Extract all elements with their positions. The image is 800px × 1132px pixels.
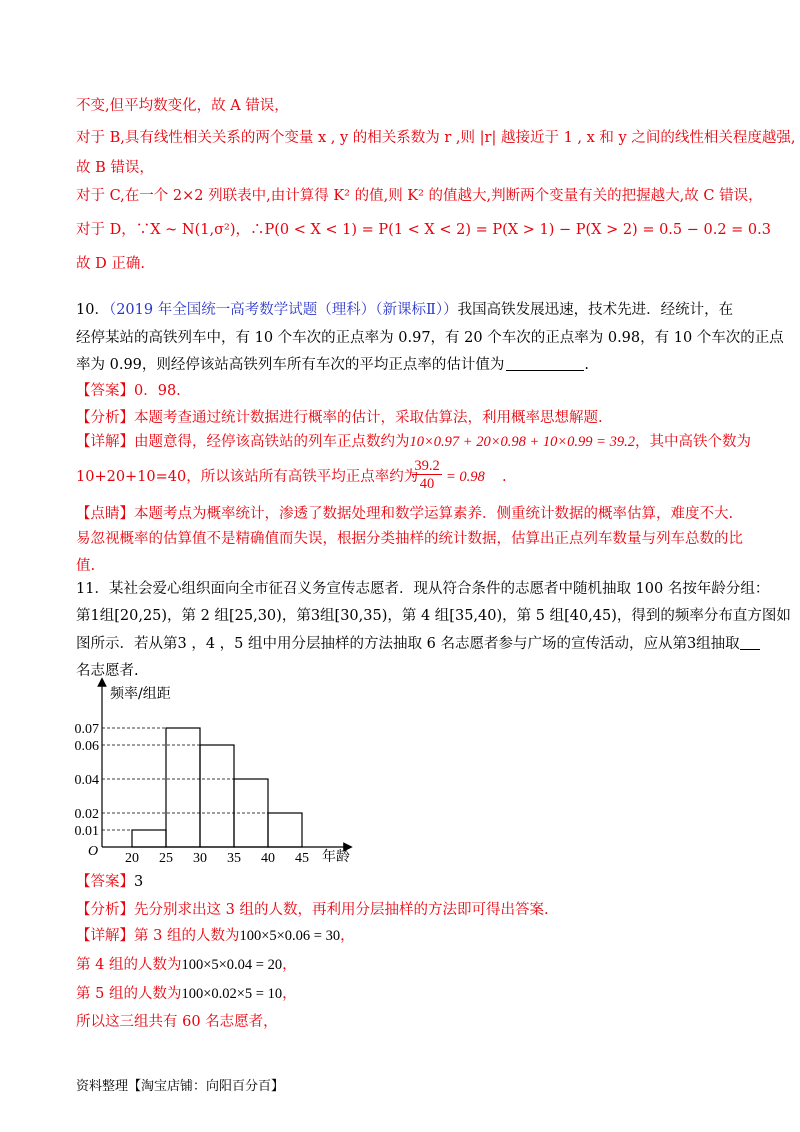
answer-tag: 【答案】 xyxy=(76,874,134,890)
q10-analysis xyxy=(76,408,603,428)
y-tick-label: 0.04 xyxy=(74,773,99,788)
q10-answer xyxy=(76,381,181,401)
sol9-line2: 对于 B,具有线性相关关系的两个变量 x , y 的相关系数为 r ,则 |r| 越接近于 1 , x 和 y 之间的线性相关程度越强, xyxy=(76,130,796,146)
q10-line1 xyxy=(76,300,733,320)
answer-value: 3 xyxy=(134,874,144,890)
origin-label: O xyxy=(88,844,99,859)
detail-formula: 100×0.02×5 = 10 xyxy=(181,986,283,1002)
detail-text: ， xyxy=(282,986,297,1002)
page-footer: 资料整理【淘宝店铺：向阳百分百】 xyxy=(76,1079,285,1094)
q10-source: （2019 年全国统一高考数学试题（理科）（新课标Ⅱ）） xyxy=(108,302,458,318)
analysis-tag: 【分析】 xyxy=(76,902,134,918)
q11-line4: 名志愿者. xyxy=(76,663,139,679)
frequency-histogram xyxy=(72,676,372,866)
x-tick-label: 20 xyxy=(125,851,139,866)
sol9-line6: 故 D 正确. xyxy=(76,256,145,272)
histogram-bar xyxy=(166,728,200,847)
answer-tag: 【答案】 xyxy=(76,383,134,399)
sol9-line4: 对于 C,在一个 2×2 列联表中,由计算得 K² 的值,则 K² 的值越大,判断两个变量有关的把握越大,故 C 错误， xyxy=(76,188,763,204)
analysis-text: 本题考查通过统计数据进行概率的估计，采取估算法，利用概率思想解题. xyxy=(134,410,603,426)
fraction-denominator: 40 xyxy=(419,476,435,492)
q10-line3 xyxy=(76,355,589,375)
q11-detail3 xyxy=(76,984,297,1004)
histogram-bar xyxy=(268,813,302,847)
q11-detail2 xyxy=(76,955,297,975)
detail-tag: 【详解】 xyxy=(76,928,134,944)
histogram-bar xyxy=(200,745,234,847)
y-tick-label: 0.01 xyxy=(74,824,99,839)
detail-text: ， xyxy=(340,928,355,944)
fraction xyxy=(412,458,442,493)
q11-detail1 xyxy=(76,926,355,946)
detail-text: 第 3 组的人数为 xyxy=(134,928,240,944)
q10-line2: 经停某站的高铁列车中，有 10 个车次的正点率为 0.97，有 20 个车次的正点率为 0.98，有 10 个车次的正点 xyxy=(76,330,784,346)
detail-text: ， xyxy=(282,957,297,973)
q10-period: . xyxy=(584,357,590,373)
detail-text: 由题意得，经停该高铁站的列车正点数约为 xyxy=(134,434,410,450)
detail-formula: = 0.98 xyxy=(446,469,485,485)
sol9-line5: 对于 D，∵X ~ N(1,σ²)，∴P(0 < X < 1) = P(1 < X < 2) = P(X > 1) − P(X > 2) = 0.5 − 0.2 = 0.3 xyxy=(76,222,771,238)
y-axis-label: 频率/组距 xyxy=(110,686,171,702)
x-tick-label: 30 xyxy=(193,851,207,866)
q10-comment1 xyxy=(76,504,733,524)
analysis-text: 先分别求出这 3 组的人数，再利用分层抽样的方法即可得出答案. xyxy=(134,902,549,918)
detail-text: ，其中高铁个数为 xyxy=(634,434,751,450)
q11-line2: 第1组[20,25)，第 2 组[25,30)，第3组[30,35)，第 4 组[35,40)，第 5 组[40,45)，得到的频率分布直方图如 xyxy=(76,608,791,624)
detail-text: 第 4 组的人数为 xyxy=(76,957,182,973)
detail-text: 第 5 组的人数为 xyxy=(76,986,182,1002)
sol9-line1: 不变,但平均数变化，故 A 错误， xyxy=(76,98,289,114)
y-tick-label: 0.02 xyxy=(74,807,99,822)
q11-line3 xyxy=(76,634,760,654)
answer-blank xyxy=(740,635,760,650)
answer-value: 0．98. xyxy=(134,383,181,399)
analysis-tag: 【分析】 xyxy=(76,410,134,426)
q10-number: 10． xyxy=(76,302,109,318)
x-tick-label: 25 xyxy=(159,851,173,866)
answer-blank xyxy=(506,356,584,371)
q10-comment2: 易忽视概率的估算值不是精确值而失误，根据分类抽样的统计数据，估算出正点列车数量与列车总数的比 xyxy=(76,531,743,547)
q10-detail1 xyxy=(76,432,751,452)
q10-text1: 我国高铁发展迅速，技术先进．经统计，在 xyxy=(457,302,734,318)
y-tick-label: 0.06 xyxy=(74,739,99,754)
comment-text: 本题考点为概率统计，渗透了数据处理和数学运算素养．侧重统计数据的概率估算，难度不大. xyxy=(134,506,734,522)
q11-analysis xyxy=(76,900,549,920)
x-tick-label: 35 xyxy=(227,851,241,866)
fraction-numerator: 39.2 xyxy=(412,458,442,475)
x-tick-label: 40 xyxy=(261,851,275,866)
detail-formula: 10×0.97 + 20×0.98 + 10×0.99 = 39.2 xyxy=(409,434,635,450)
q11-answer xyxy=(76,872,143,892)
detail-text: 10+20+10=40，所以该站所有高铁平均正点率约为 xyxy=(76,469,419,485)
q11-line1: 11．某社会爱心组织面向全市征召义务宣传志愿者．现从符合条件的志愿者中随机抽取 100 名按年龄分组： xyxy=(76,581,770,597)
comment-tag: 【点睛】 xyxy=(76,506,134,522)
y-tick-label: 0.07 xyxy=(74,722,99,737)
histogram-bar xyxy=(132,830,166,847)
detail-formula: 100×5×0.06 = 30 xyxy=(239,928,341,944)
q11-detail4: 所以这三组共有 60 名志愿者， xyxy=(76,1014,278,1030)
q11-text3: 图所示．若从第3 ，4 ，5 组中用分层抽样的方法抽取 6 名志愿者参与广场的宣传活动，应从第3组抽取 xyxy=(76,636,740,652)
q10-comment3: 值. xyxy=(76,558,96,574)
detail-formula: 100×5×0.04 = 20 xyxy=(181,957,283,973)
x-axis-label: 年龄 xyxy=(322,849,350,865)
detail-tag: 【详解】 xyxy=(76,434,134,450)
detail-text: . xyxy=(502,469,507,485)
x-tick-label: 45 xyxy=(295,851,309,866)
q10-text3: 率为 0.99，则经停该站高铁列车所有车次的平均正点率的估计值为 xyxy=(76,357,505,373)
sol9-line3: 故 B 错误， xyxy=(76,160,154,176)
